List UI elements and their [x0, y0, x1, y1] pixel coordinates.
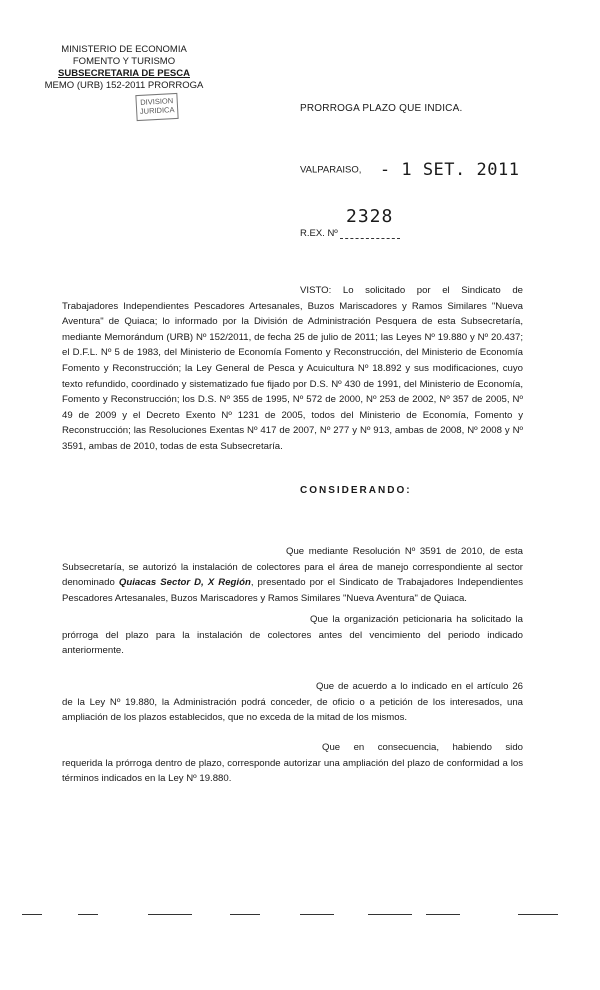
stamp-line: DIVISION	[140, 96, 174, 107]
ministry-subtitle: FOMENTO Y TURISMO	[72, 56, 176, 67]
resolution-label: R.EX. Nº	[300, 228, 338, 239]
considerando-text: Que la organización peticionaria ha solicitado la prórroga del plazo para la instalación de colectores antes del vencimiento del periodo indicado anteriormente.	[62, 614, 523, 657]
place-label: VALPARAISO,	[300, 164, 362, 176]
document-subject: PRORROGA PLAZO QUE INDICA.	[300, 103, 463, 114]
considerando-text: Que mediante Resolución Nº 3591 de 2010, de esta Subsecretaría, se autorizó la instalación de colectores para el área de manejo correspondiente al sector denominado	[62, 546, 523, 589]
visto-lead: VISTO:	[300, 285, 332, 296]
signature-line	[300, 914, 334, 915]
considerando-paragraph	[62, 740, 523, 787]
signature-line	[230, 914, 260, 915]
visto-text: Lo solicitado por el Sindicato de Trabajadores Independientes Pescadores Artesanales, Buzos Mariscadores y Ramos Similares "Nueva Aventura" de Quiaca; lo informado por la División de Administración Pesquera de esta Subsecretaría, mediante Memorándum (URB) Nº 152/2011, de fecha 25 de julio de 2011; las Leyes Nº 19.880 y Nº 20.437; el D.F.L. Nº 5 de 1983, del Ministerio de Economía Fomento y Reconstrucción, del Ministerio de Economía Fomento y Reconstrucción; la Ley General de Pesca y Acuicultura Nº 18.892 y sus modificaciones, cuyo texto refundido, coordinado y sistematizado fue fijado por D.S. Nº 430 de 1991, del Ministerio de Economía, Fomento y Reconstrucción; los D.S. Nº 355 de 1995, Nº 572 de 2000, Nº 253 de 2002, Nº 357 de 2005, Nº 49 de 2009 y el Decreto Exento Nº 1231 de 2005, todos del Ministerio de Economía, Fomento y Reconstrucción; las Resoluciones Exentas Nº 417 de 2007, Nº 277 y Nº 913, ambas de 2008, Nº 2008 y Nº 3591, ambas de 2010, todas de esta Subsecretaría.	[62, 285, 524, 452]
signature-lines	[18, 914, 578, 918]
ministry-name: MINISTERIO DE ECONOMIA	[61, 44, 187, 55]
resolution-underline	[340, 238, 400, 239]
resolution-number: 2328	[346, 206, 394, 227]
subsecretaria-name: SUBSECRETARIA DE PESCA	[58, 68, 190, 79]
considerando-paragraph	[62, 612, 523, 659]
memo-reference: MEMO (URB) 152-2011 PRORROGA	[44, 80, 204, 91]
considerando-emphasis: Quiacas Sector D, X Región	[118, 577, 251, 589]
considerando-heading: CONSIDERANDO:	[300, 485, 412, 496]
considerando-text: Que en consecuencia, habiendo sido requerida la prórroga dentro de plazo, corresponde autorizar una ampliación del plazo de conformidad a los términos indicados en la Ley Nº 19.880.	[62, 742, 523, 785]
considerando-text: Que de acuerdo a lo indicado en el artículo 26 de la Ley Nº 19.880, la Administración podrá conceder, de oficio o a petición de los interesados, una ampliación de los plazos establecidos, que no exceda de la mitad de los mismos.	[62, 681, 523, 724]
letterhead	[40, 44, 208, 92]
signature-line	[148, 914, 192, 915]
considerando-text: , presentado por el Sindicato de Trabajadores Independientes Pescadores Artesanales, Buzos Mariscadores y Ramos Similares "Nueva Aventura" de Quiaca.	[62, 577, 523, 604]
signature-line	[518, 914, 558, 915]
signature-line	[22, 914, 42, 915]
signature-line	[78, 914, 98, 915]
visto-paragraph	[62, 283, 523, 455]
considerando-paragraph	[62, 679, 523, 726]
signature-line	[368, 914, 412, 915]
date-stamp: - 1 SET. 2011	[379, 160, 520, 180]
signature-line	[426, 914, 460, 915]
considerando-paragraph	[62, 544, 523, 606]
place-date	[300, 160, 519, 180]
stamp-line: JURIDICA	[139, 105, 175, 116]
division-stamp	[135, 93, 178, 121]
